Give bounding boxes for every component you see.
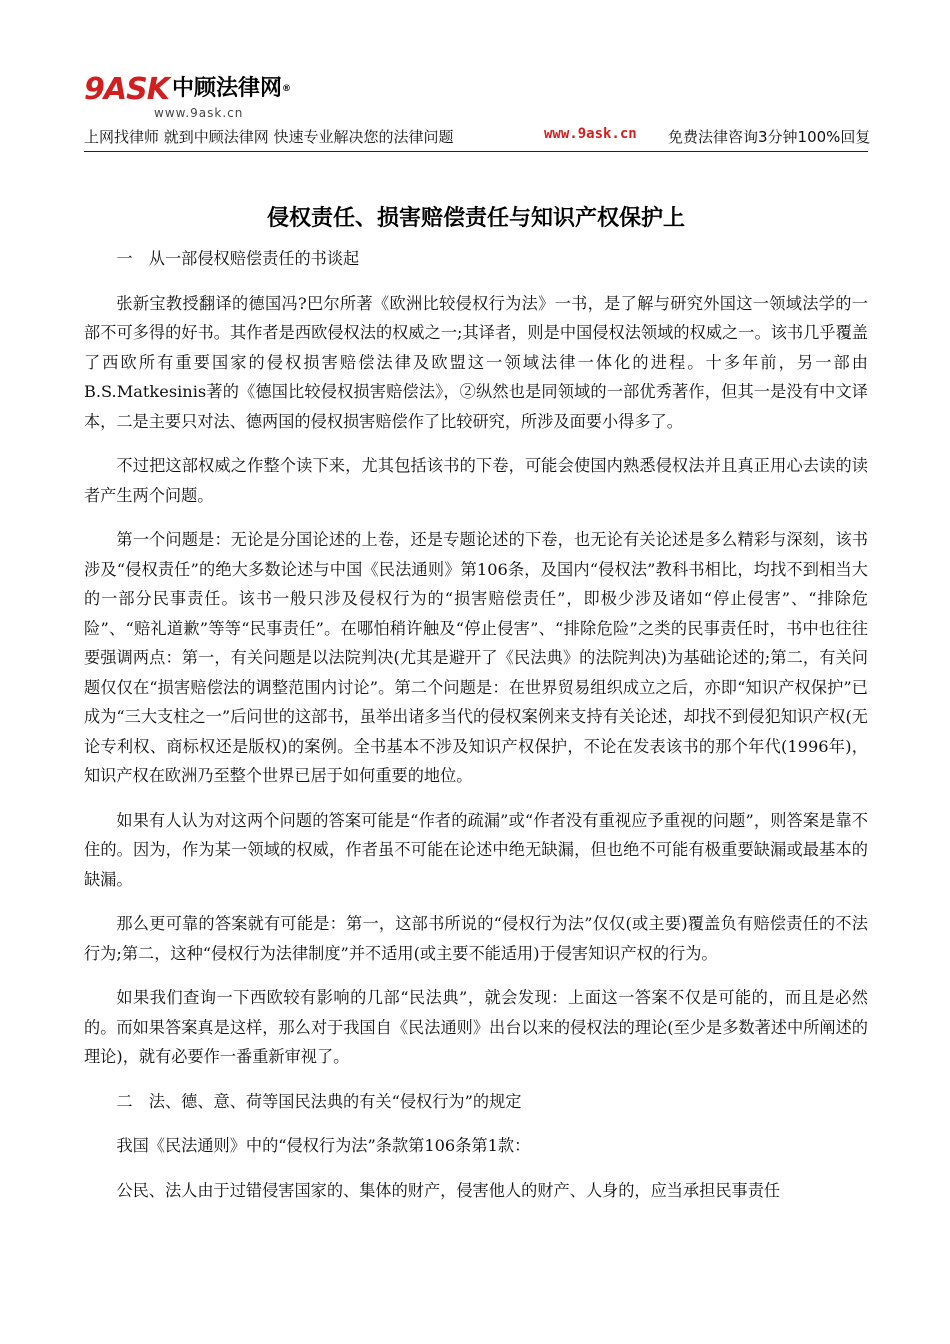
- paragraph: 张新宝教授翻译的德国冯?巴尔所著《欧洲比较侵权行为法》一书，是了解与研究外国这一领域法学的一部不可多得的好书。其作者是西欧侵权法的权威之一;其译者，则是中国侵权法领域的权威之一。该书几乎覆盖了西欧所有重要国家的侵权损害赔偿法律及欧盟这一领域法律一体化的进程。十多年前，另一部由B.S.Matkesinis著的《德国比较侵权损害赔偿法》，②纵然也是同领域的一部优秀著作，但其一是没有中文译本，二是主要只对法、德两国的侵权损害赔偿作了比较研究，所涉及面要小得多了。: [84, 293, 868, 431]
- header-slogan: 上网找律师 就到中顾法律网 快速专业解决您的法律问题: [84, 128, 454, 146]
- paragraph: 公民、法人由于过错侵害国家的、集体的财产，侵害他人的财产、人身的，应当承担民事责任: [116, 1180, 781, 1200]
- logo-url: www.9ask.cn: [154, 106, 244, 120]
- registered-mark: ®: [282, 84, 292, 94]
- logo-mark: 9ASK: [84, 72, 169, 107]
- paragraph: 那么更可靠的答案就有可能是：第一，这部书所说的“侵权行为法”仅仅(或主要)覆盖负有赔偿责任的不法行为;第二，这种“侵权行为法律制度”并不适用(或主要不能适用)于侵害知识产权的行为。: [84, 914, 868, 963]
- section-heading: 二 法、德、意、荷等国民法典的有关“侵权行为”的规定: [116, 1091, 522, 1111]
- header-divider: [84, 151, 868, 152]
- paragraph: 我国《民法通则》中的“侵权行为法”条款第106条第1款：: [116, 1136, 531, 1155]
- document-body: [84, 244, 868, 1220]
- header-consult-text: 免费法律咨询3分钟100%回复: [668, 128, 871, 146]
- section-heading: 一 从一部侵权赔偿责任的书谈起: [116, 249, 360, 268]
- paragraph: 如果有人认为对这两个问题的答案可能是“作者的疏漏”或“作者没有重视应予重视的问题”，则答案是靠不住的。因为，作为某一领域的权威，作者虽不可能在论述中绝无缺漏，但也绝不可能有极重要缺漏或最基本的缺漏。: [84, 810, 868, 889]
- header-site-link[interactable]: www.9ask.cn: [544, 126, 637, 142]
- logo-name-text: 中顾法律网: [172, 76, 283, 101]
- paragraph: 不过把这部权威之作整个读下来，尤其包括该书的下卷，可能会使国内熟悉侵权法并且真正用心去读的读者产生两个问题。: [84, 456, 868, 505]
- logo-name: [172, 74, 291, 104]
- paragraph: 如果我们查询一下西欧较有影响的几部“民法典”，就会发现：上面这一答案不仅是可能的，而且是必然的。而如果答案真是这样，那么对于我国自《民法通则》出台以来的侵权法的理论(至少是多数著述中所阐述的理论)，就有必要作一番重新审视了。: [84, 988, 868, 1066]
- document-title: 侵权责任、损害赔偿责任与知识产权保护上: [266, 205, 685, 231]
- site-header: [84, 62, 871, 154]
- paragraph: 第一个问题是：无论是分国论述的上卷，还是专题论述的下卷，也无论有关论述是多么精彩与深刻，该书涉及“侵权责任”的绝大多数论述与中国《民法通则》第106条，及国内“侵权法”教科书相比，均找不到相当大的一部分民事责任。该书一般只涉及侵权行为的“损害赔偿责任”，即极少涉及诸如“停止侵害”、“排除危险”、“赔礼道歉”等等“民事责任”。在哪怕稍许触及“停止侵害”、“排除危险”之类的民事责任时，书中也往往要强调两点：第一，有关问题是以法院判决(尤其是避开了《民法典》的法院判决)为基础论述的;第二，有关问题仅仅在“损害赔偿法的调整范围内讨论”。第二个问题是：在世界贸易组织成立之后，亦即“知识产权保护”已成为“三大支柱之一”后问世的这部书，虽举出诸多当代的侵权案例来支持有关论述，却找不到侵犯知识产权(无论专利权、商标权还是版权)的案例。全书基本不涉及知识产权保护，不论在发表该书的那个年代(1996年)，知识产权在欧洲乃至整个世界已居于如何重要的地位。: [84, 530, 868, 785]
